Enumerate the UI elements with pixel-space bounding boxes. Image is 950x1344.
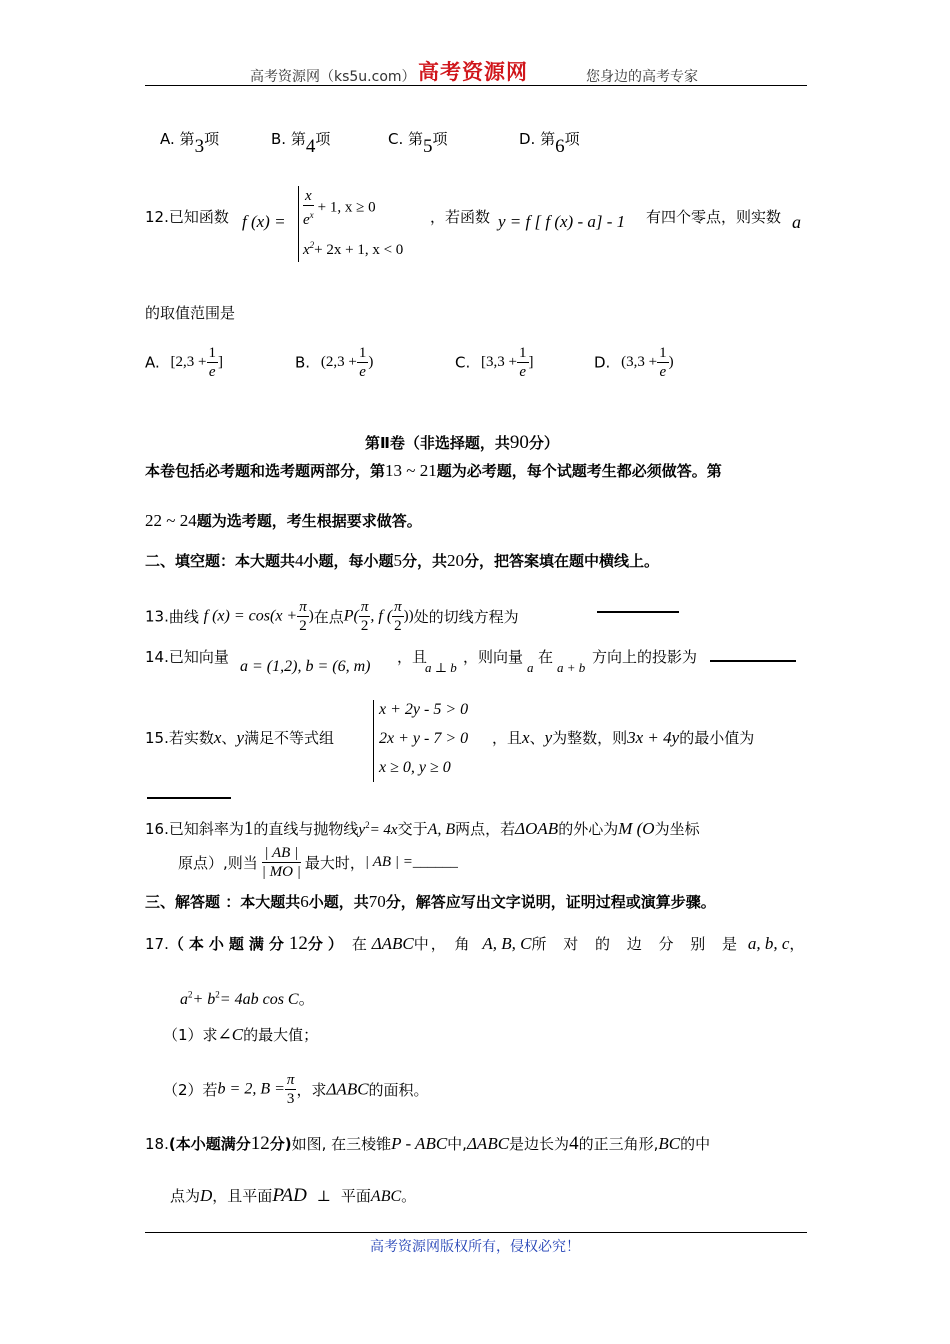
q15-rest: ，且x、y为整数，则3x + 4y的最小值为	[492, 728, 755, 747]
q14-a: a	[527, 660, 534, 675]
q17-line1: 17.（本小题满分12分） 在 ΔABC中， 角 A, B, C所 对 的 边 分 别 是 a, b, c，	[145, 933, 805, 954]
q14-answer-blank	[710, 660, 796, 662]
q12-y-expr: y = f [ f (x) - a] - 1	[498, 212, 626, 231]
header-left: 高考资源网（ks5u.com）	[250, 69, 416, 85]
q12-tail: 有四个零点，则实数	[646, 208, 782, 226]
q18-line2: 点为D，且平面PAD ⊥ 平面ABC。	[170, 1185, 417, 1206]
q14-a-plus-b: a + b	[557, 660, 586, 675]
q12-intro: 12.已知函数	[145, 208, 229, 226]
q14-t4: 在	[538, 648, 554, 666]
q12-brace	[298, 186, 299, 262]
q13-answer-blank	[597, 611, 679, 613]
q14-t2: ，且	[397, 648, 428, 666]
q16-line1: 16.已知斜率为1的直线与抛物线$y^2= 4x$交于A, B两点，若ΔOAB的外心为M (O为坐标	[145, 818, 700, 839]
q12-mid: ，若函数	[430, 208, 491, 226]
q14-vectors: a = (1,2), b = (6, m)	[240, 658, 371, 675]
q17-sub2: （2）若b = 2, B = $\frac{\pi}{3}$ ，求ΔABC的面积。	[163, 1072, 429, 1107]
q15-answer-blank	[147, 797, 231, 799]
q17-sub1: （1）求∠C的最大值；	[163, 1025, 319, 1044]
q12-case1: $\frac{x}{e^x}$ + 1, x ≥ 0	[303, 188, 376, 228]
q12-line2: 的取值范围是	[145, 304, 236, 322]
q18-line1: 18.(本小题满分12分)如图, 在三棱锥P - ABC中,ΔABC是边长为4的正三角形,BC的中	[145, 1133, 711, 1154]
q15-ineq3: x ≥ 0, y ≥ 0	[379, 759, 451, 776]
q14-t3: ，则向量	[463, 648, 524, 666]
header-right: 您身边的高考专家	[586, 69, 698, 85]
part2-intro-line1: 本卷包括必考题和选考题两部分，第13 ~ 21题为必考题，每个试题考生都必须做答。第	[145, 461, 722, 480]
q14: 14.已知向量	[145, 648, 229, 666]
q16-line2: 原点）,则当 $\frac{| AB |}{| MO |}$ 最大时，| AB | =______	[178, 845, 458, 880]
q14-t5: 方向上的投影为	[592, 648, 698, 666]
section3-heading: 三、解答题 ：本大题共6小题，共70分，解答应写出文字说明，证明过程或演算步骤。	[145, 892, 716, 911]
q15-intro: 15.若实数x、y满足不等式组	[145, 728, 334, 747]
q15-brace	[373, 700, 374, 782]
header-rule	[145, 85, 807, 86]
q15-ineq1: x + 2y - 5 > 0	[379, 701, 469, 718]
q12-option-a: A. [2,3 + $\frac{1}{e}$ ]	[145, 345, 224, 380]
q12-var-a: a	[792, 212, 801, 232]
footer-text: 高考资源网版权所有，侵权必究！	[370, 1239, 580, 1255]
q11-option-d: D. 第6项	[519, 130, 580, 157]
footer-rule	[145, 1232, 807, 1233]
q11-option-c: C. 第5项	[388, 130, 448, 157]
q12-case2: $x^2+ 2x + 1$, x < 0	[303, 240, 404, 258]
section2-heading: 二、填空题：本大题共4小题，每小题5分，共20分，把答案填在题中横线上。	[145, 551, 660, 570]
q14-perp: a ⊥ b	[425, 660, 457, 675]
part2-intro-line2: 22 ~ 24题为选考题，考生根据要求做答。	[145, 511, 422, 530]
q12-fx: f (x) =	[242, 212, 286, 231]
part2-title: 第Ⅱ卷（非选择题，共90分）	[365, 432, 559, 453]
q11-option-a: A. 第3项	[160, 130, 220, 157]
q12-option-c: C. [3,3 + $\frac{1}{e}$ ]	[455, 345, 534, 380]
header-logo: 高考资源网	[418, 59, 528, 84]
q12-option-d: D. (3,3 + $\frac{1}{e}$ )	[594, 345, 674, 380]
q17-equation: $a^2+ b^2= 4ab$ cos C。	[180, 989, 315, 1008]
q15-ineq2: 2x + y - 7 > 0	[379, 730, 469, 747]
q12-option-b: B. (2,3 + $\frac{1}{e}$ )	[295, 345, 374, 380]
q11-option-b: B. 第4项	[271, 130, 331, 157]
q13: 13.曲线 f (x) = cos(x + $\frac{\pi}{2}$ )在点P( $\frac{\pi}{2}$ , f ( $\frac{\pi}{2}$ ))处的切线方程为	[145, 599, 519, 634]
